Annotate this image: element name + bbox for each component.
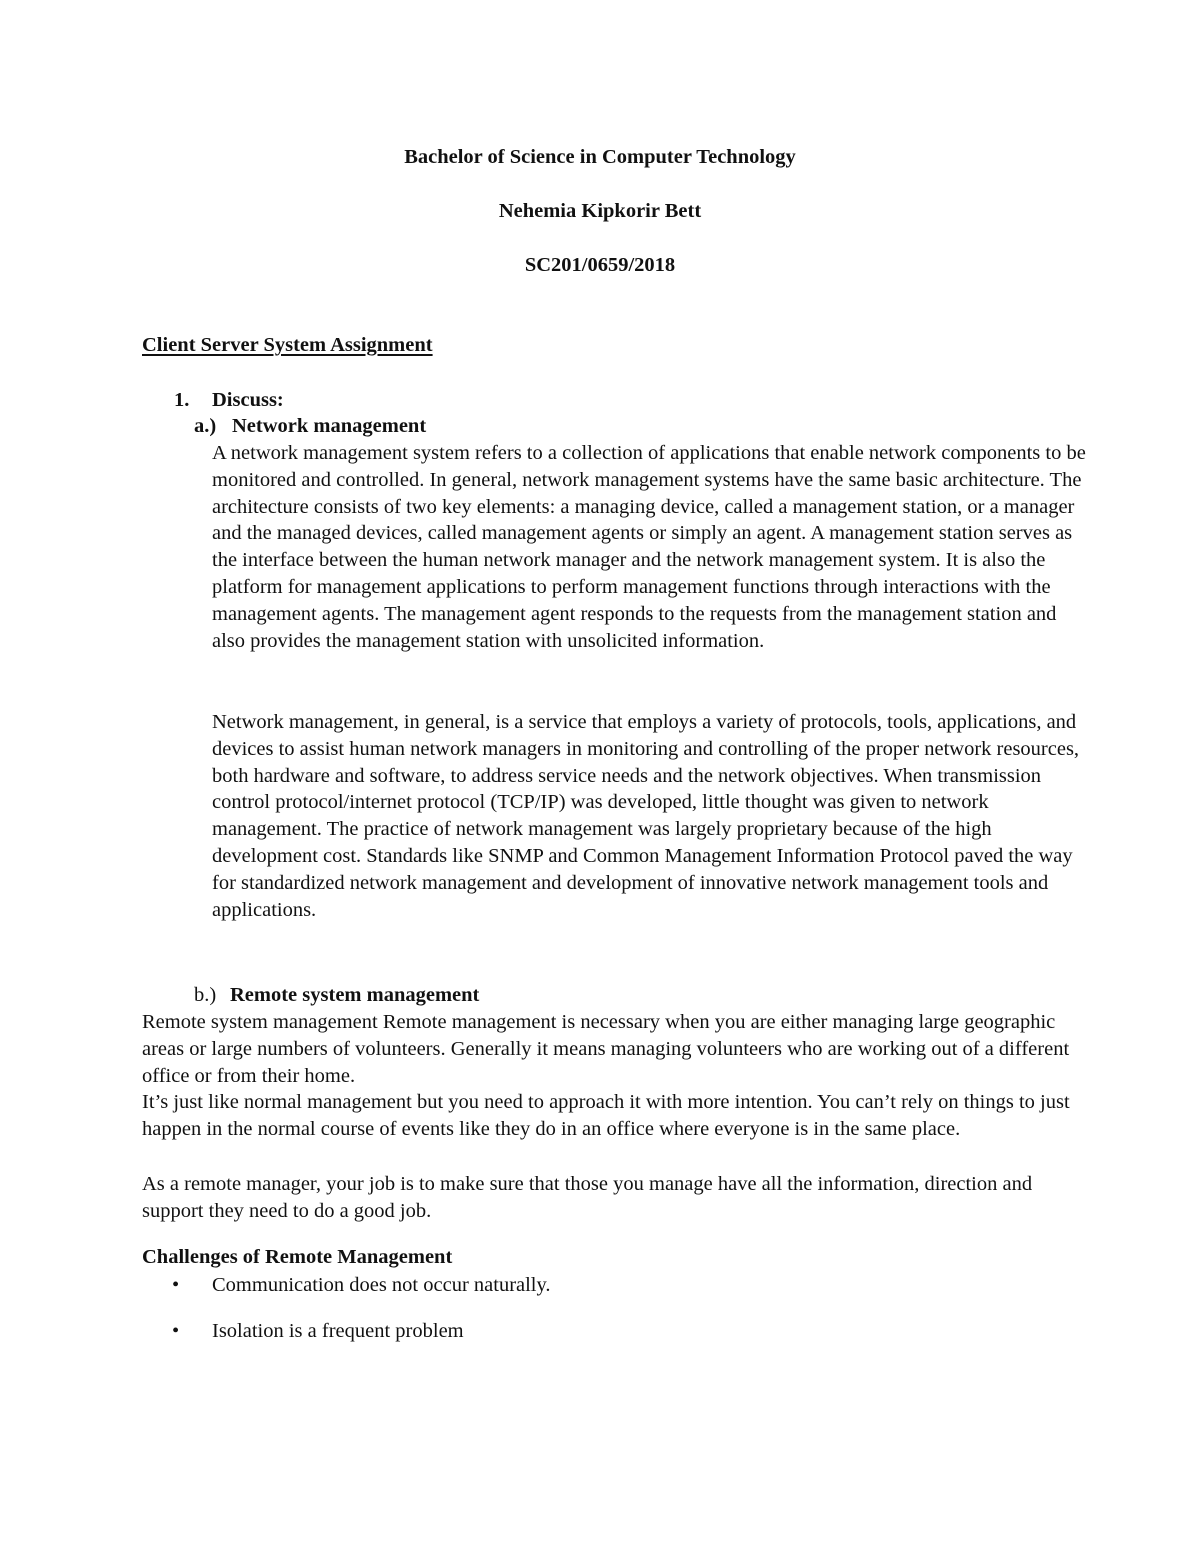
question-label: Discuss: bbox=[212, 389, 284, 411]
bullet-icon: • bbox=[172, 1274, 180, 1296]
challenge-item-text: Isolation is a frequent problem bbox=[212, 1320, 464, 1342]
section-a-heading: Network management bbox=[232, 415, 427, 437]
section-b-paragraph-2: It’s just like normal management but you need to approach it with more intention. You can’t rely on things to just happen in the normal course of events like they do in an office where everyone is in the same place. bbox=[142, 1091, 1070, 1140]
section-b-heading: Remote system management bbox=[230, 984, 480, 1006]
section-b-marker: b.) bbox=[194, 984, 217, 1006]
section-a-paragraph-1: A network management system refers to a collection of applications that enable network components to be monitored and controlled. In general, network management systems have the same basic architecture. The architecture consists of two key elements: a managing device, called a management station, or a manager and the managed devices, called management agents or simply an agent. A management station serves as the interface between the human network manager and the network management system. It is also the platform for management applications to perform management functions through interactions with the management agents. The management agent responds to the requests from the management station and also provides the management station with unsolicited information. bbox=[212, 442, 1086, 652]
challenges-heading: Challenges of Remote Management bbox=[142, 1246, 453, 1268]
student-name: Nehemia Kipkorir Bett bbox=[498, 200, 702, 222]
bullet-icon: • bbox=[172, 1320, 180, 1342]
challenge-item-text: Communication does not occur naturally. bbox=[212, 1274, 551, 1296]
assignment-title: Client Server System Assignment bbox=[142, 334, 433, 356]
section-b-paragraph-3: As a remote manager, your job is to make sure that those you manage have all the information, direction and support they need to do a good job. bbox=[142, 1173, 1033, 1222]
registration-number: SC201/0659/2018 bbox=[524, 254, 676, 276]
degree-title: Bachelor of Science in Computer Technology bbox=[404, 146, 796, 168]
question-number: 1. bbox=[174, 389, 190, 411]
section-b-paragraph-1: Remote system management Remote management is necessary when you are either managing large geographic areas or large numbers of volunteers. Generally it means managing volunteers who are working out of a different office or from their home. bbox=[142, 1011, 1070, 1087]
section-a-marker: a.) bbox=[194, 415, 217, 437]
section-a-paragraph-2: Network management, in general, is a service that employs a variety of protocols, tools, applications, and devices to assist human network managers in monitoring and controlling of the proper network resources, both hardware and software, to address service needs and the network objectives. When transmission control protocol/internet protocol (TCP/IP) was developed, little thought was given to network management. The practice of network management was largely proprietary because of the high development cost. Standards like SNMP and Common Management Information Protocol paved the way for standardized network management and development of innovative network management tools and applications. bbox=[212, 711, 1080, 921]
